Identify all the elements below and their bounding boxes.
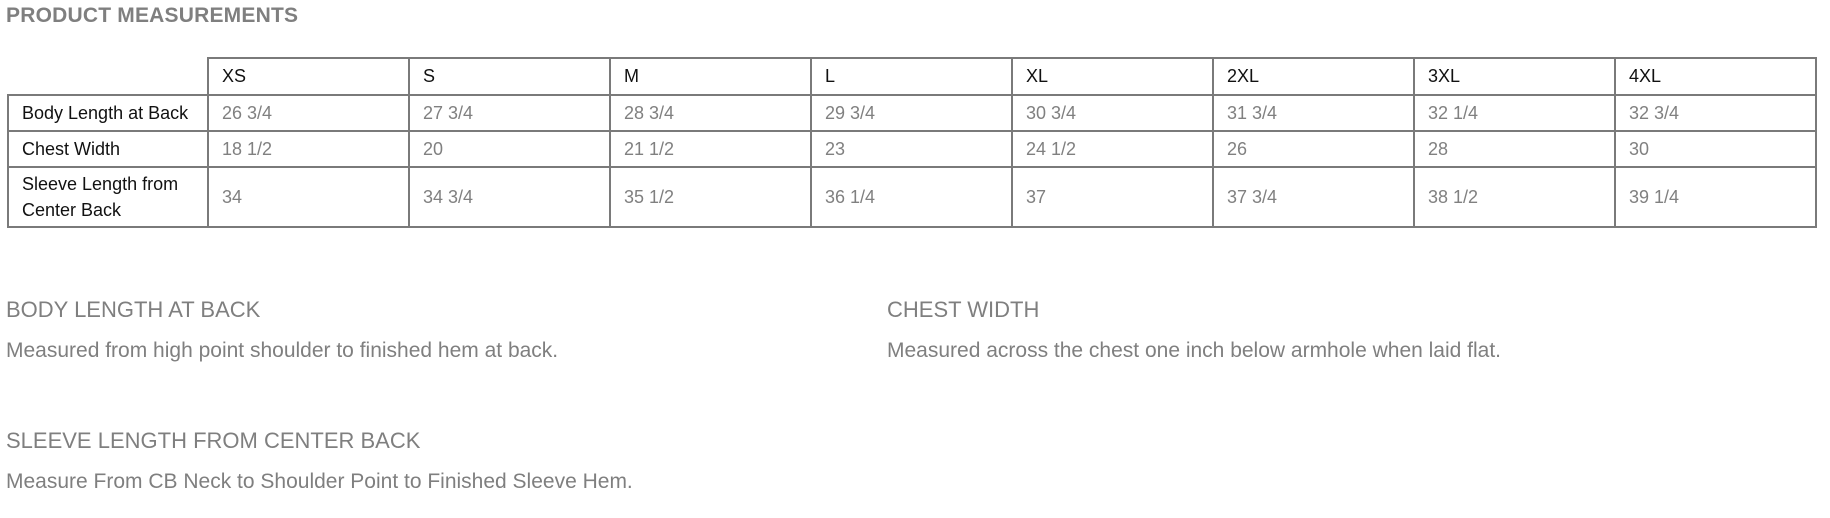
row-label: Chest Width [8,131,208,167]
table-cell: 39 1/4 [1615,167,1816,227]
table-cell: 30 [1615,131,1816,167]
measurements-table [7,57,1817,228]
table-cell: 24 1/2 [1012,131,1213,167]
table-cell: 34 [208,167,409,227]
size-header-2xl: 2XL [1213,58,1414,95]
table-row-chest-width [8,131,1816,167]
table-cell: 32 1/4 [1414,95,1615,131]
table-cell: 37 [1012,167,1213,227]
sleeve-length-definition [6,428,633,494]
size-header-4xl: 4XL [1615,58,1816,95]
table-cell: 32 3/4 [1615,95,1816,131]
table-cell: 27 3/4 [409,95,610,131]
size-header-row [8,58,1816,95]
table-cell: 30 3/4 [1012,95,1213,131]
page-title: PRODUCT MEASUREMENTS [6,4,299,27]
body-length-definition [6,297,558,363]
sleeve-length-heading: SLEEVE LENGTH FROM CENTER BACK [6,428,421,453]
size-header-m: M [610,58,811,95]
size-header-3xl: 3XL [1414,58,1615,95]
table-cell: 37 3/4 [1213,167,1414,227]
size-header-l: L [811,58,1012,95]
row-label: Sleeve Length from Center Back [8,167,208,227]
table-cell: 26 [1213,131,1414,167]
sleeve-length-text: Measure From CB Neck to Shoulder Point to Finished Sleeve Hem. [6,470,633,493]
table-cell: 31 3/4 [1213,95,1414,131]
table-cell: 26 3/4 [208,95,409,131]
table-cell: 35 1/2 [610,167,811,227]
table-row-sleeve-length [8,167,1816,227]
body-length-heading: BODY LENGTH AT BACK [6,297,261,322]
table-cell: 28 3/4 [610,95,811,131]
body-length-text: Measured from high point shoulder to finished hem at back. [6,339,559,362]
table-cell: 36 1/4 [811,167,1012,227]
table-cell: 28 [1414,131,1615,167]
size-header-xs: XS [208,58,409,95]
size-header-xl: XL [1012,58,1213,95]
table-cell: 29 3/4 [811,95,1012,131]
table-cell: 18 1/2 [208,131,409,167]
table-row-body-length [8,95,1816,131]
table-corner-cell [8,58,208,95]
chest-width-heading: CHEST WIDTH [887,297,1040,322]
row-label: Body Length at Back [8,95,208,131]
table-cell: 38 1/2 [1414,167,1615,227]
table-cell: 23 [811,131,1012,167]
table-cell: 21 1/2 [610,131,811,167]
size-header-s: S [409,58,610,95]
table-cell: 34 3/4 [409,167,610,227]
table-cell: 20 [409,131,610,167]
chest-width-definition [887,297,1501,363]
chest-width-text: Measured across the chest one inch below armhole when laid flat. [887,339,1502,362]
